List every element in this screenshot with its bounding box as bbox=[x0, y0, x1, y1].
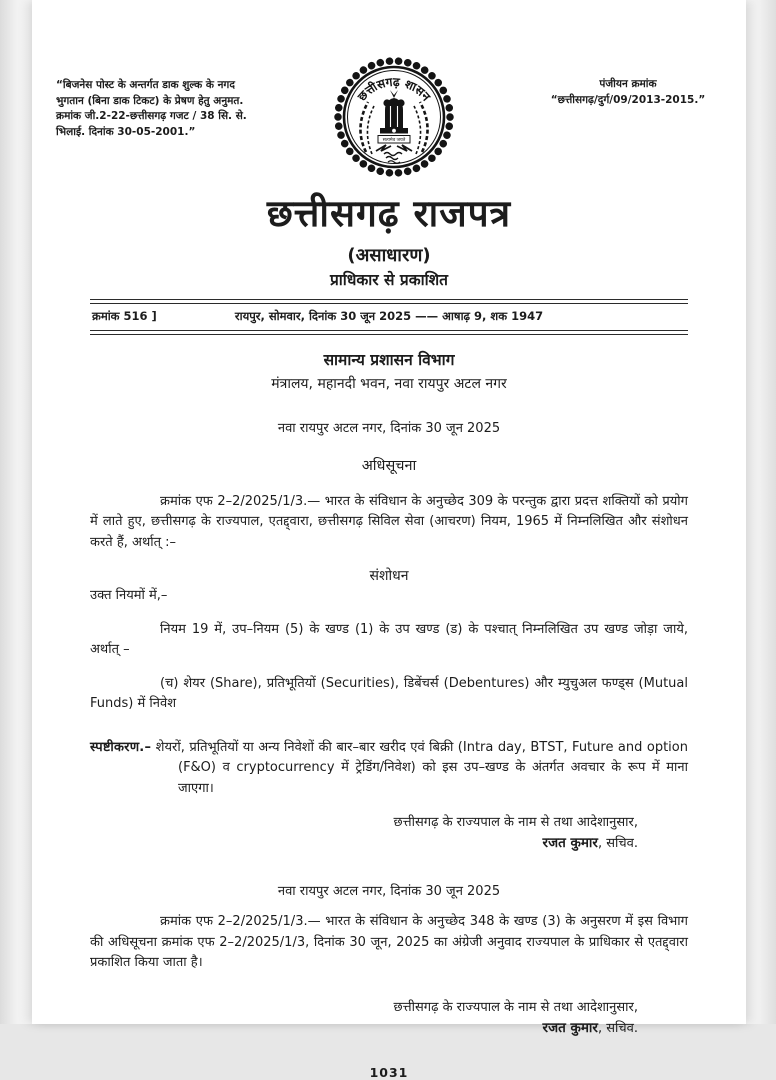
by-order-line-2: छत्तीसगढ़ के राज्यपाल के नाम से तथा आदेशानुसार, bbox=[393, 999, 638, 1015]
secretary-name: रजत कुमार bbox=[542, 835, 598, 852]
department-name: सामान्य प्रशासन विभाग bbox=[323, 350, 455, 369]
place-date-line-2: नवा रायपुर अटल नगर, दिनांक 30 जून 2025 bbox=[277, 884, 501, 900]
chhattisgarh-emblem-icon bbox=[328, 54, 460, 184]
secretary-designation-2: , सचिव. bbox=[597, 1020, 638, 1036]
gazette-subtitle: (असाधारण) bbox=[347, 245, 431, 267]
notification-heading: अधिसूचना bbox=[361, 457, 417, 474]
registration-number: “छत्तीसगढ़/दुर्ग/09/2013-2015.” bbox=[550, 94, 706, 106]
notification-para-4: (च) शेयर (Share), प्रतिभूतियों (Securities), डिबेंचर्स (Debentures) और म्युचुअल फण्ड्स (Mutual Funds) में निवेश bbox=[90, 675, 688, 712]
by-order-line: छत्तीसगढ़ के राज्यपाल के नाम से तथा आदेशानुसार, bbox=[393, 815, 638, 831]
second-notification-para: क्रमांक एफ 2–2/2025/1/3.— भारत के संविधान के अनुच्छेद 348 के खण्ड (3) के अनुसरण में इस विभाग की अधिसूचना क्रमांक एफ 2–2/2025/1/3, दिनांक 30 जून, 2025 का अंग्रेजी अनुवाद राज्यपाल के प्राधिकार से एतद्द्वारा प्रकाशित किया जाता है। bbox=[90, 914, 688, 971]
state-emblem bbox=[328, 54, 460, 184]
amendment-heading: संशोधन bbox=[369, 568, 409, 585]
ashoka-lion-capital-icon bbox=[378, 90, 410, 143]
lightning-and-waves-icon bbox=[376, 145, 412, 163]
registration-block bbox=[530, 76, 726, 108]
emblem-arc-text: छत्तीसगढ़ शासन bbox=[354, 74, 434, 104]
gazette-page bbox=[32, 0, 746, 1080]
place-date-line-1: नवा रायपुर अटल नगर, दिनांक 30 जून 2025 bbox=[277, 420, 501, 436]
secretary-name-2: रजत कुमार bbox=[542, 1019, 598, 1036]
notification-para-1: क्रमांक एफ 2–2/2025/1/3.— भारत के संविधान के अनुच्छेद 309 के परन्तुक द्वारा प्रदत्त शक्तियों को प्रयोग में लाते हुए, छत्तीसगढ़ के राज्यपाल, एतद्द्वारा, छत्तीसगढ़ सिविल सेवा (आचरण) नियम, 1965 में निम्नलिखित और संशोधन करते हैं, अर्थात् :– bbox=[90, 493, 688, 550]
explanation-label: स्पष्टीकरण.– bbox=[90, 739, 152, 755]
issue-serial: क्रमांक 516 ] bbox=[92, 308, 157, 323]
page-number: 1031 bbox=[369, 1064, 409, 1080]
issue-date-line: रायपुर, सोमवार, दिनांक 30 जून 2025 —— आषाढ़ 9, शक 1947 bbox=[234, 308, 544, 323]
registration-label: पंजीयन क्रमांक bbox=[599, 78, 657, 90]
issue-bar bbox=[90, 304, 688, 330]
explanation-text: शेयरों, प्रतिभूतियों या अन्य निवेशों की बार–बार खरीद एवं बिक्री (Intra day, BTST, Future and option (F&O) व cryptocurrency में ट्रेडिंग/निवेश) को इस उप–खण्ड के अंतर्गत अवचार के रूप में माना जाएगा। bbox=[151, 739, 688, 796]
notification-para-3: नियम 19 में, उप–नियम (5) के खण्ड (1) के उप खण्ड (ड) के पश्चात् निम्नलिखित उप खण्ड जोड़ा जाये, अर्थात् – bbox=[90, 621, 688, 658]
notification-para-2: उक्त नियमों में,– bbox=[90, 588, 168, 604]
gazette-title: छत्तीसगढ़ राजपत्र bbox=[266, 191, 512, 235]
page-header bbox=[32, 0, 746, 184]
postal-permission-note: “बिजनेस पोस्ट के अन्तर्गत डाक शुल्क के नगद भुगतान (बिना डाक टिकट) के प्रेषण हेतु अनुमत. क्रमांक जी.2-22-छत्तीसगढ़ गजट / 38 सि. से. भिलाई. दिनांक 30-05-2001.” bbox=[56, 79, 247, 138]
signature-block-1 bbox=[90, 813, 688, 854]
emblem-motto-text: सत्यमेव जयते bbox=[382, 138, 406, 143]
double-rule-bottom bbox=[90, 330, 688, 335]
signature-block-2 bbox=[90, 998, 688, 1039]
department-address: मंत्रालय, महानदी भवन, नवा रायपुर अटल नगर bbox=[271, 375, 507, 392]
secretary-designation: , सचिव. bbox=[597, 836, 638, 852]
published-by-authority-line: प्राधिकार से प्रकाशित bbox=[329, 270, 449, 289]
explanation-para bbox=[90, 738, 688, 800]
